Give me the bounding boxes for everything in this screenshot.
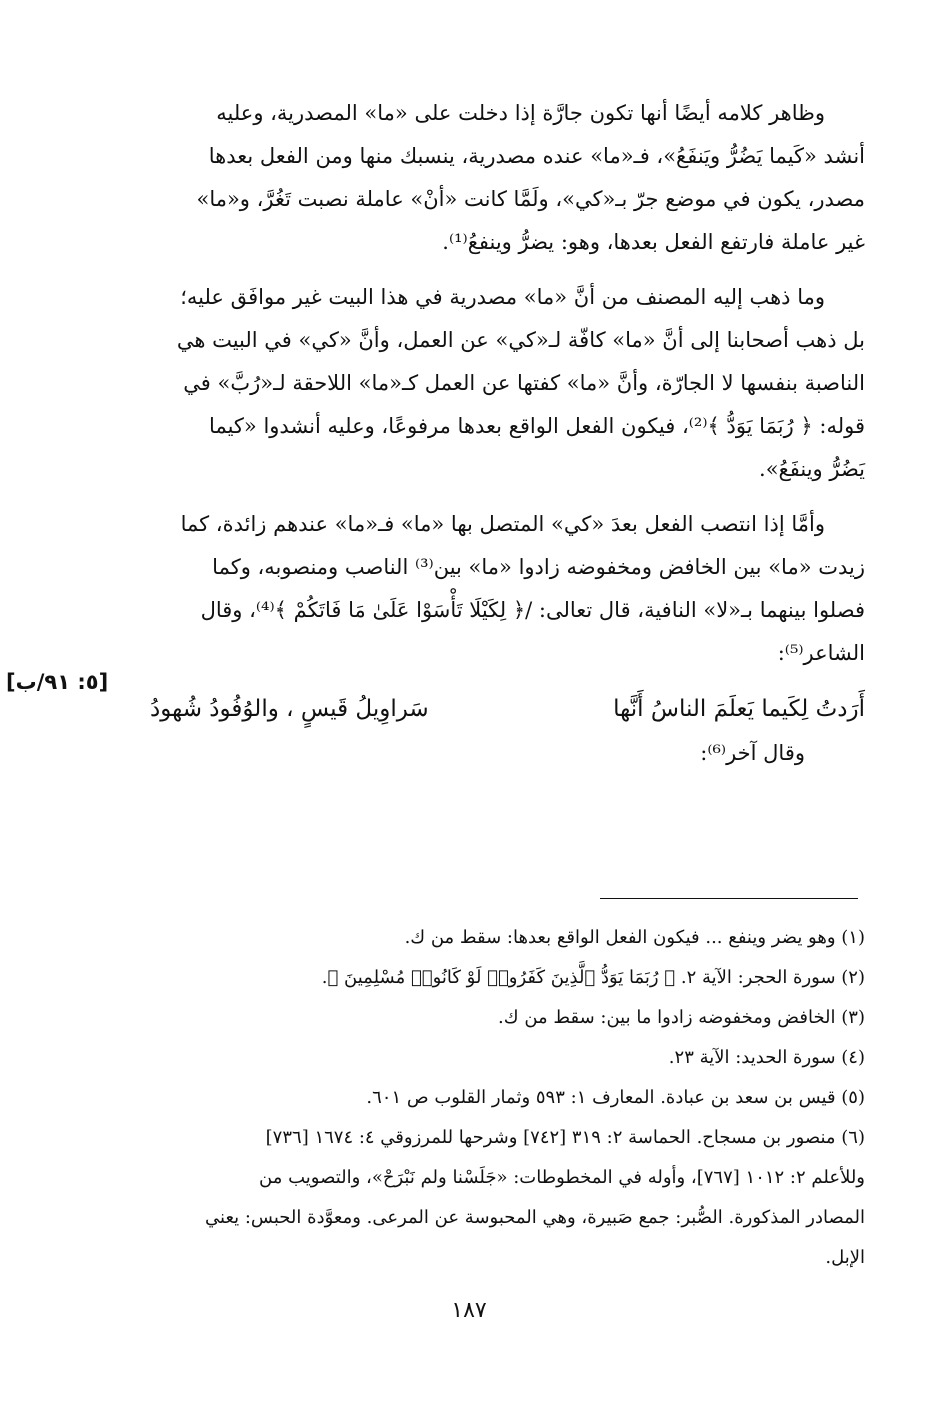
- text-line: مصدر، يكون في موضع جرّ بـ«كي»، ولَمَّا كانت «أنْ» عاملة نصبت تَغُرَّ، و«ما»: [196, 187, 865, 211]
- footnote-line: الإبل.: [825, 1247, 865, 1268]
- text-line: فصلوا بينهما بـ«لا» النافية، قال تعالى: /﴿ لِكَيْلَا تَأْسَوْا عَلَىٰ مَا فَاتَكُمْ ﴾⁽⁴⁾، وقال: [200, 598, 865, 622]
- footnote-line: (٦) منصور بن مسجاح. الحماسة ٢: ٣١٩ [٧٤٢] وشرحها للمرزوقي ٤: ١٦٧٤ [٧٣٦]: [265, 1127, 865, 1148]
- footnotes: [150, 918, 865, 1278]
- manuscript-folio-reference: [٥: ٩١/ب]: [6, 670, 109, 694]
- footnote-separator: [600, 898, 858, 899]
- paragraph: [150, 503, 865, 675]
- text-line: يَضُرُّ وينفَعُ».: [759, 457, 865, 481]
- footnote: (٥) قيس بن سعد بن عبادة. المعارف ١: ٥٩٣ وثمار القلوب ص ٦٠١.: [366, 1087, 865, 1108]
- main-text: [150, 92, 865, 775]
- footnote: (٣) الخافض ومخفوضه زادوا ما بين: سقط من ك.: [498, 1007, 865, 1028]
- text-line: بل ذهب أصحابنا إلى أنَّ «ما» كافّة لـ«كي» عن العمل، وأنَّ «كي» في البيت هي: [176, 328, 865, 352]
- text-line: وظاهر كلامه أيضًا أنها تكون جارَّة إذا دخلت على «ما» المصدرية، وعليه: [216, 101, 825, 125]
- footnote-line: وللأعلم ٢: ١٠١٢ [٧٦٧]، وأوله في المخطوطات: «جَلَسْنا ولم نَبْرَحْ»، والتصويب من: [259, 1167, 865, 1188]
- text-line: الشاعر⁽⁵⁾:: [777, 641, 865, 665]
- text-line: الناصبة بنفسها لا الجارّة، وأنَّ «ما» كفتها عن العمل كـ«ما» اللاحقة لـ«رُبَّ» في: [183, 371, 865, 395]
- footnote: [150, 1118, 865, 1278]
- footnote: (٢) سورة الحجر: الآية ٢. ﴿ رُبَمَا يَوَدُّ ٱلَّذِينَ كَفَرُوا۟ لَوْ كَانُوا۟ مُسْلِمِينَ ﴾.: [321, 967, 865, 988]
- verse-first-hemistich: أَرَدتُ لِكَيما يَعلَمَ الناسُ أَنَّها: [613, 696, 865, 722]
- text-line: غير عاملة فارتفع الفعل بعدها، وهو: يضرُّ وينفعُ⁽¹⁾.: [442, 230, 865, 254]
- text-line: وأمَّا إذا انتصب الفعل بعدَ «كي» المتصل بها «ما» فـ«ما» عندهم زائدة، كما: [180, 512, 825, 536]
- text-line: وما ذهب إليه المصنف من أنَّ «ما» مصدرية في هذا البيت غير موافَق عليه؛: [180, 285, 825, 309]
- verse-intro-line: وقال آخر⁽⁶⁾:: [700, 741, 805, 765]
- paragraph: [150, 92, 865, 264]
- paragraph: [150, 276, 865, 491]
- page-number: ١٨٧: [451, 1298, 487, 1323]
- poetry-verse: [150, 687, 865, 731]
- footnote: (١) وهو يضر وينفع ... فيكون الفعل الواقع بعدها: سقط من ك.: [404, 927, 865, 948]
- text-line: زيدت «ما» بين الخافض ومخفوضه زادوا «ما» بين⁽³⁾ الناصب ومنصوبه، وكما: [212, 555, 865, 579]
- text-line: أنشد «كَيما يَضُرُّ ويَنفَعُ»، فـ«ما» عنده مصدرية، ينسبك منها ومن الفعل بعدها: [208, 144, 865, 168]
- footnote: (٤) سورة الحديد: الآية ٢٣.: [668, 1047, 865, 1068]
- verse-second-hemistich: سَراوِيلُ قَيسٍ ، والوُفُودُ شُهودُ: [150, 696, 429, 722]
- footnote-line: المصادر المذكورة. الصُّبر: جمع صَبيرة، وهي المحبوسة عن المرعى. ومعوَّدة الحبس: يعني: [205, 1207, 865, 1228]
- text-line: قوله: ﴿ رُبَمَا يَوَدُّ ﴾⁽²⁾، فيكون الفعل الواقع بعدها مرفوعًا، وعليه أنشدوا «كيما: [209, 414, 865, 438]
